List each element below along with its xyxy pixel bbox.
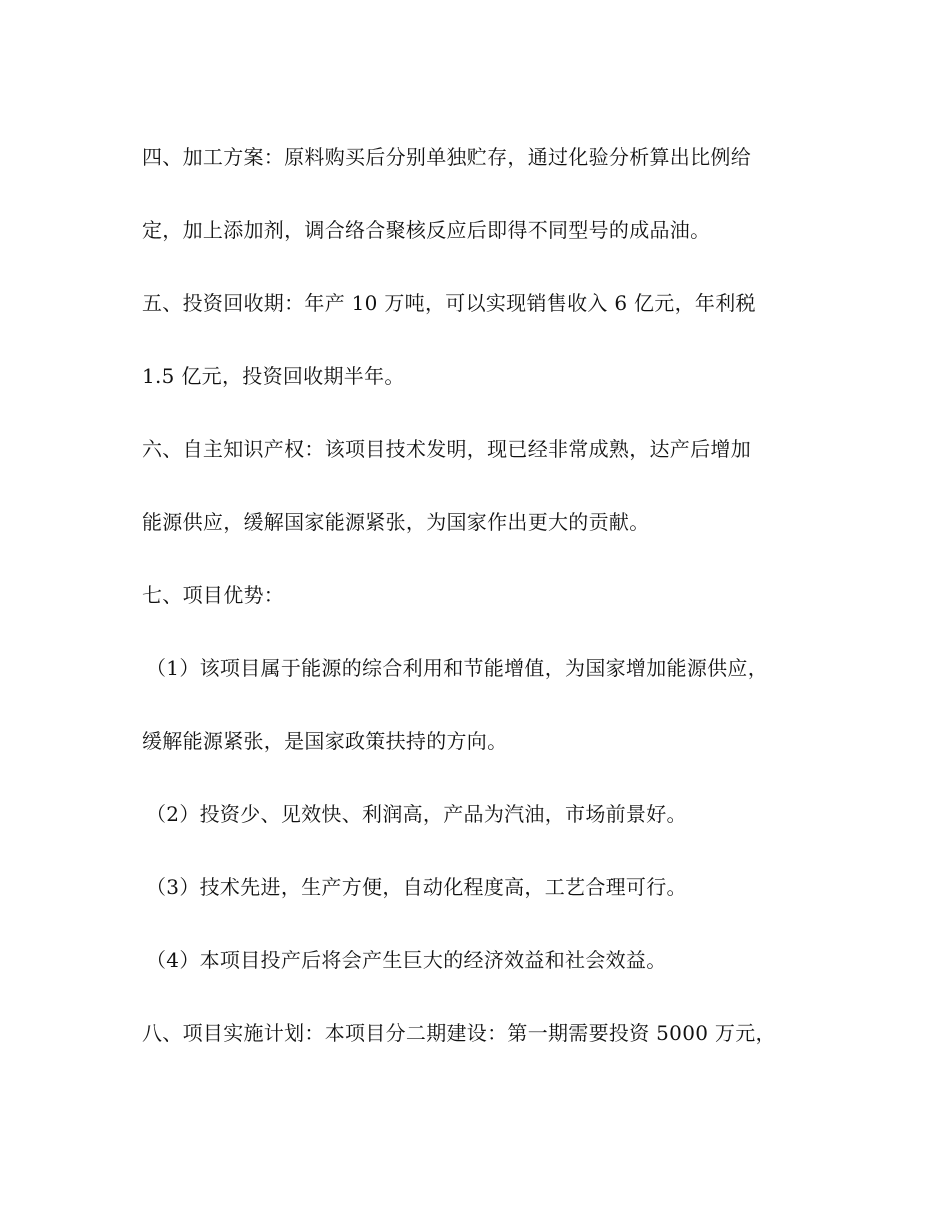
list-item: （2）投资少、见效快、利润高，产品为汽油，市场前景好。 (146, 802, 687, 826)
paragraph-line: 1.5 亿元，投资回收期半年。 (142, 364, 405, 388)
paragraph-line: 五、投资回收期：年产 10 万吨，可以实现销售收入 6 亿元，年利税 (142, 291, 756, 315)
list-item: （1）该项目属于能源的综合利用和节能增值，为国家增加能源供应， (146, 656, 769, 680)
document-body (142, 137, 812, 1086)
paragraph-line: 六、自主知识产权：该项目技术发明，现已经非常成熟，达产后增加 (142, 437, 751, 461)
paragraph-line: 定，加上添加剂，调合络合聚核反应后即得不同型号的成品油。 (142, 218, 711, 242)
paragraph-line: 八、项目实施计划：本项目分二期建设：第一期需要投资 5000 万元， (142, 1021, 776, 1045)
list-item: （3）技术先进，生产方便，自动化程度高，工艺合理可行。 (146, 875, 687, 899)
paragraph-line: 能源供应，缓解国家能源紧张，为国家作出更大的贡献。 (142, 510, 650, 534)
paragraph-line: 四、加工方案：原料购买后分别单独贮存，通过化验分析算出比例给 (142, 145, 751, 169)
section-heading: 七、项目优势： (142, 583, 285, 607)
list-item: （4）本项目投产后将会产生巨大的经济效益和社会效益。 (146, 948, 667, 972)
paragraph-line: 缓解能源紧张，是国家政策扶持的方向。 (142, 729, 508, 753)
